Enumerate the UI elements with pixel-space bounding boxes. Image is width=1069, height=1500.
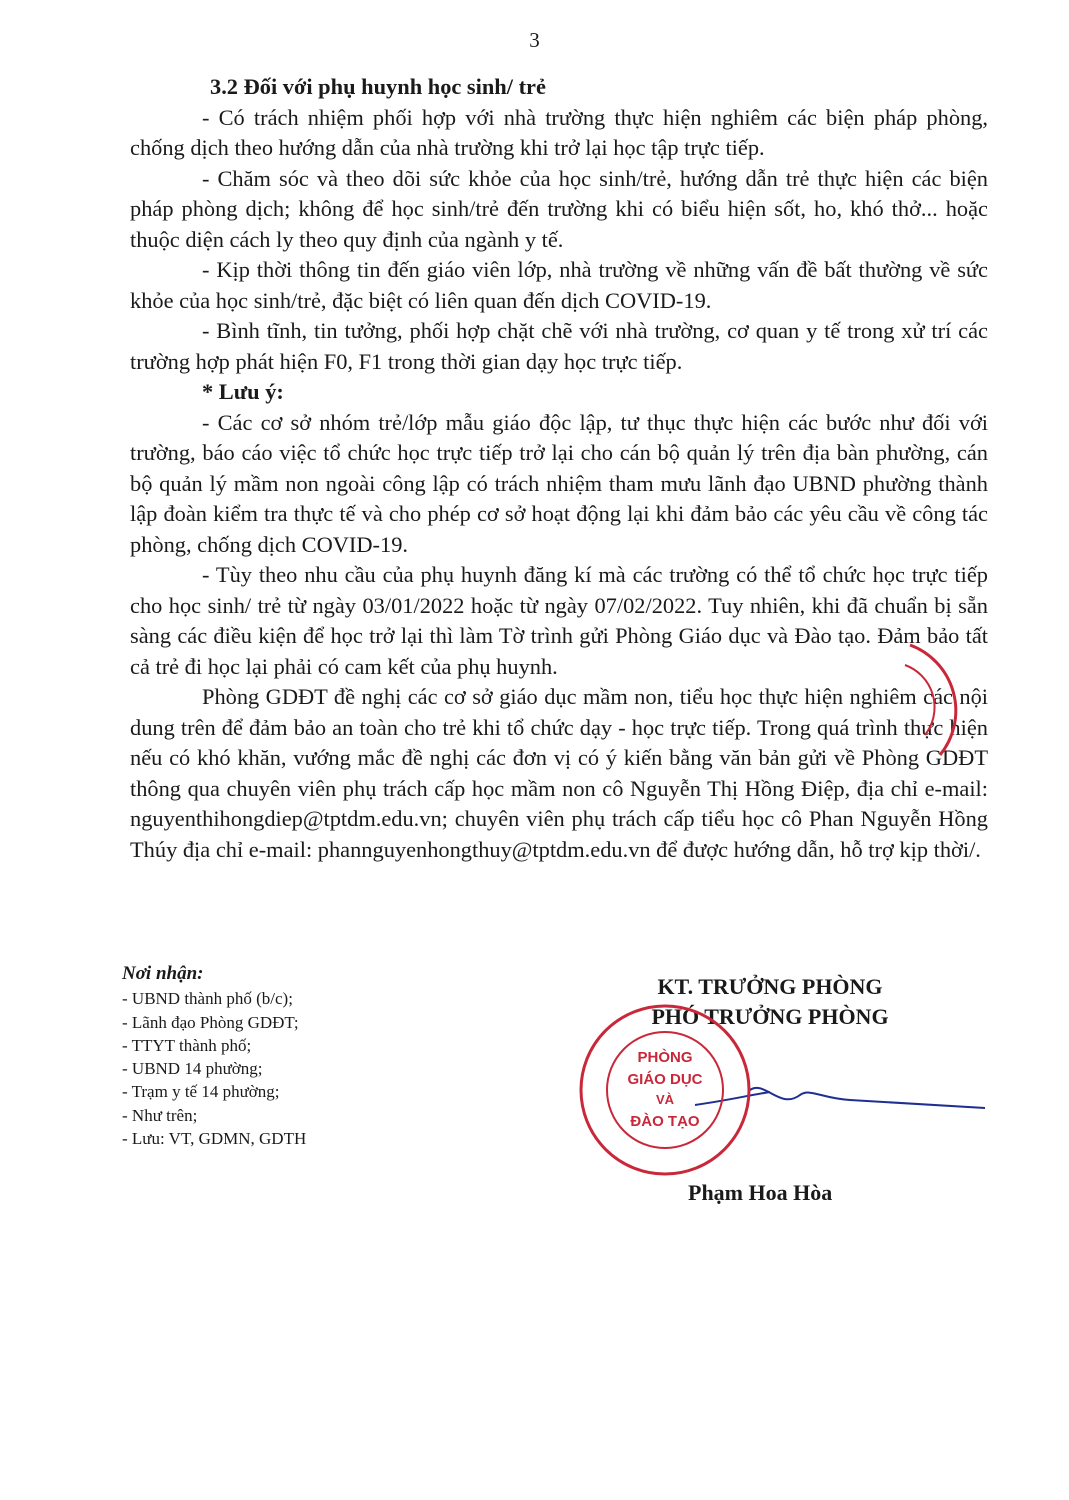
signature-title-2: PHÓ TRƯỞNG PHÒNG bbox=[651, 1004, 889, 1029]
paragraph: - Kịp thời thông tin đến giáo viên lớp, nhà trường về những vấn đề bất thường về sức khỏe của học sinh/trẻ, đặc biệt có liên quan đến dịch COVID-19. bbox=[130, 257, 988, 313]
page-number: 3 bbox=[529, 28, 540, 52]
paragraph: - Bình tĩnh, tin tưởng, phối hợp chặt chẽ với nhà trường, cơ quan y tế trong xử trí các trường hợp phát hiện F0, F1 trong thời gian dạy học trực tiếp. bbox=[130, 318, 988, 374]
svg-text:GIÁO DỤC: GIÁO DỤC bbox=[627, 1071, 703, 1088]
paragraph: - Có trách nhiệm phối hợp với nhà trường thực hiện nghiêm các biện pháp phòng, chống dịch theo hướng dẫn của nhà trường khi trở lại học tập trực tiếp. bbox=[130, 104, 988, 160]
page-seal-fragment bbox=[880, 640, 1000, 760]
svg-text:VÀ: VÀ bbox=[655, 1092, 675, 1107]
recipient-item: - Lãnh đạo Phòng GDĐT; bbox=[122, 1012, 299, 1032]
official-stamp bbox=[575, 1000, 755, 1180]
closing-paragraph: Phòng GDĐT đề nghị các cơ sở giáo dục mầm non, tiểu học thực hiện nghiêm các nội dung trên để đảm bảo an toàn cho trẻ khi tổ chức dạy - học trực tiếp. Trong quá trình thực hiện nếu có khó khăn, vướng mắc đề nghị các đơn vị có ý kiến bằng văn bản gửi về Phòng GDĐT thông qua chuyên viên phụ trách cấp học mầm non cô Nguyễn Thị Hồng Điệp, địa chỉ e-mail: nguyenthihongdiep@tptdm.edu.vn; chuyên viên phụ trách cấp tiểu học cô Phan Nguyễn Hồng Thúy địa chỉ e-mail: phannguyenhongthuy@tptdm.edu.vn để được hướng dẫn, hỗ trợ kịp thời/. bbox=[130, 684, 988, 862]
note-paragraph: - Các cơ sở nhóm trẻ/lớp mẫu giáo độc lập, tư thục thực hiện các bước như đối với trường, báo cáo việc tổ chức học trực tiếp trở lại cho cán bộ quản lý trên địa bàn phường, cán bộ quản lý mầm non ngoài công lập có trách nhiệm tham mưu lãnh đạo UBND phường thành lập đoàn kiểm tra thực tế và cho phép cơ sở hoạt động lại khi đảm bảo các yêu cầu về công tác phòng, chống dịch COVID-19. bbox=[130, 409, 988, 557]
recipient-item: - Trạm y tế 14 phường; bbox=[122, 1082, 280, 1102]
recipient-item: - UBND thành phố (b/c); bbox=[122, 989, 293, 1009]
section-heading: 3.2 Đối với phụ huynh học sinh/ trẻ bbox=[210, 74, 546, 99]
recipient-item: - UBND 14 phường; bbox=[122, 1059, 263, 1079]
recipients-block bbox=[122, 962, 452, 1150]
svg-text:ĐÀO TẠO: ĐÀO TẠO bbox=[630, 1113, 700, 1130]
note-paragraph: - Tùy theo nhu cầu của phụ huynh đăng kí mà các trường có thể tổ chức học trực tiếp cho học sinh/ trẻ từ ngày 03/01/2022 hoặc từ ngày 07/02/2022. Tuy nhiên, khi đã chuẩn bị sẵn sàng các điều kiện để học trở lại thì làm Tờ trình gửi Phòng Giáo dục và Đào tạo. Đảm bảo tất cả trẻ đi học lại phải có cam kết của phụ huynh. bbox=[130, 562, 988, 679]
recipients-title: Nơi nhận: bbox=[122, 963, 204, 984]
recipient-item: - TTYT thành phố; bbox=[122, 1035, 252, 1055]
recipient-item: - Như trên; bbox=[122, 1105, 198, 1125]
paragraph: - Chăm sóc và theo dõi sức khỏe của học sinh/trẻ, hướng dẫn trẻ thực hiện các biện pháp phòng dịch; không để học sinh/trẻ đến trường khi có biểu hiện sốt, ho, khó thở... hoặc thuộc diện cách ly theo quy định của ngành y tế. bbox=[130, 165, 988, 252]
recipient-item: - Lưu: VT, GDMN, GDTH bbox=[122, 1129, 307, 1149]
signer-name: Phạm Hoa Hòa bbox=[688, 1180, 833, 1205]
recipients-list bbox=[122, 987, 452, 1150]
note-heading: * Lưu ý: bbox=[202, 379, 284, 404]
signature-title-1: KT. TRƯỞNG PHÒNG bbox=[657, 974, 883, 999]
document-body bbox=[130, 72, 988, 865]
svg-text:PHÒNG: PHÒNG bbox=[637, 1049, 693, 1066]
